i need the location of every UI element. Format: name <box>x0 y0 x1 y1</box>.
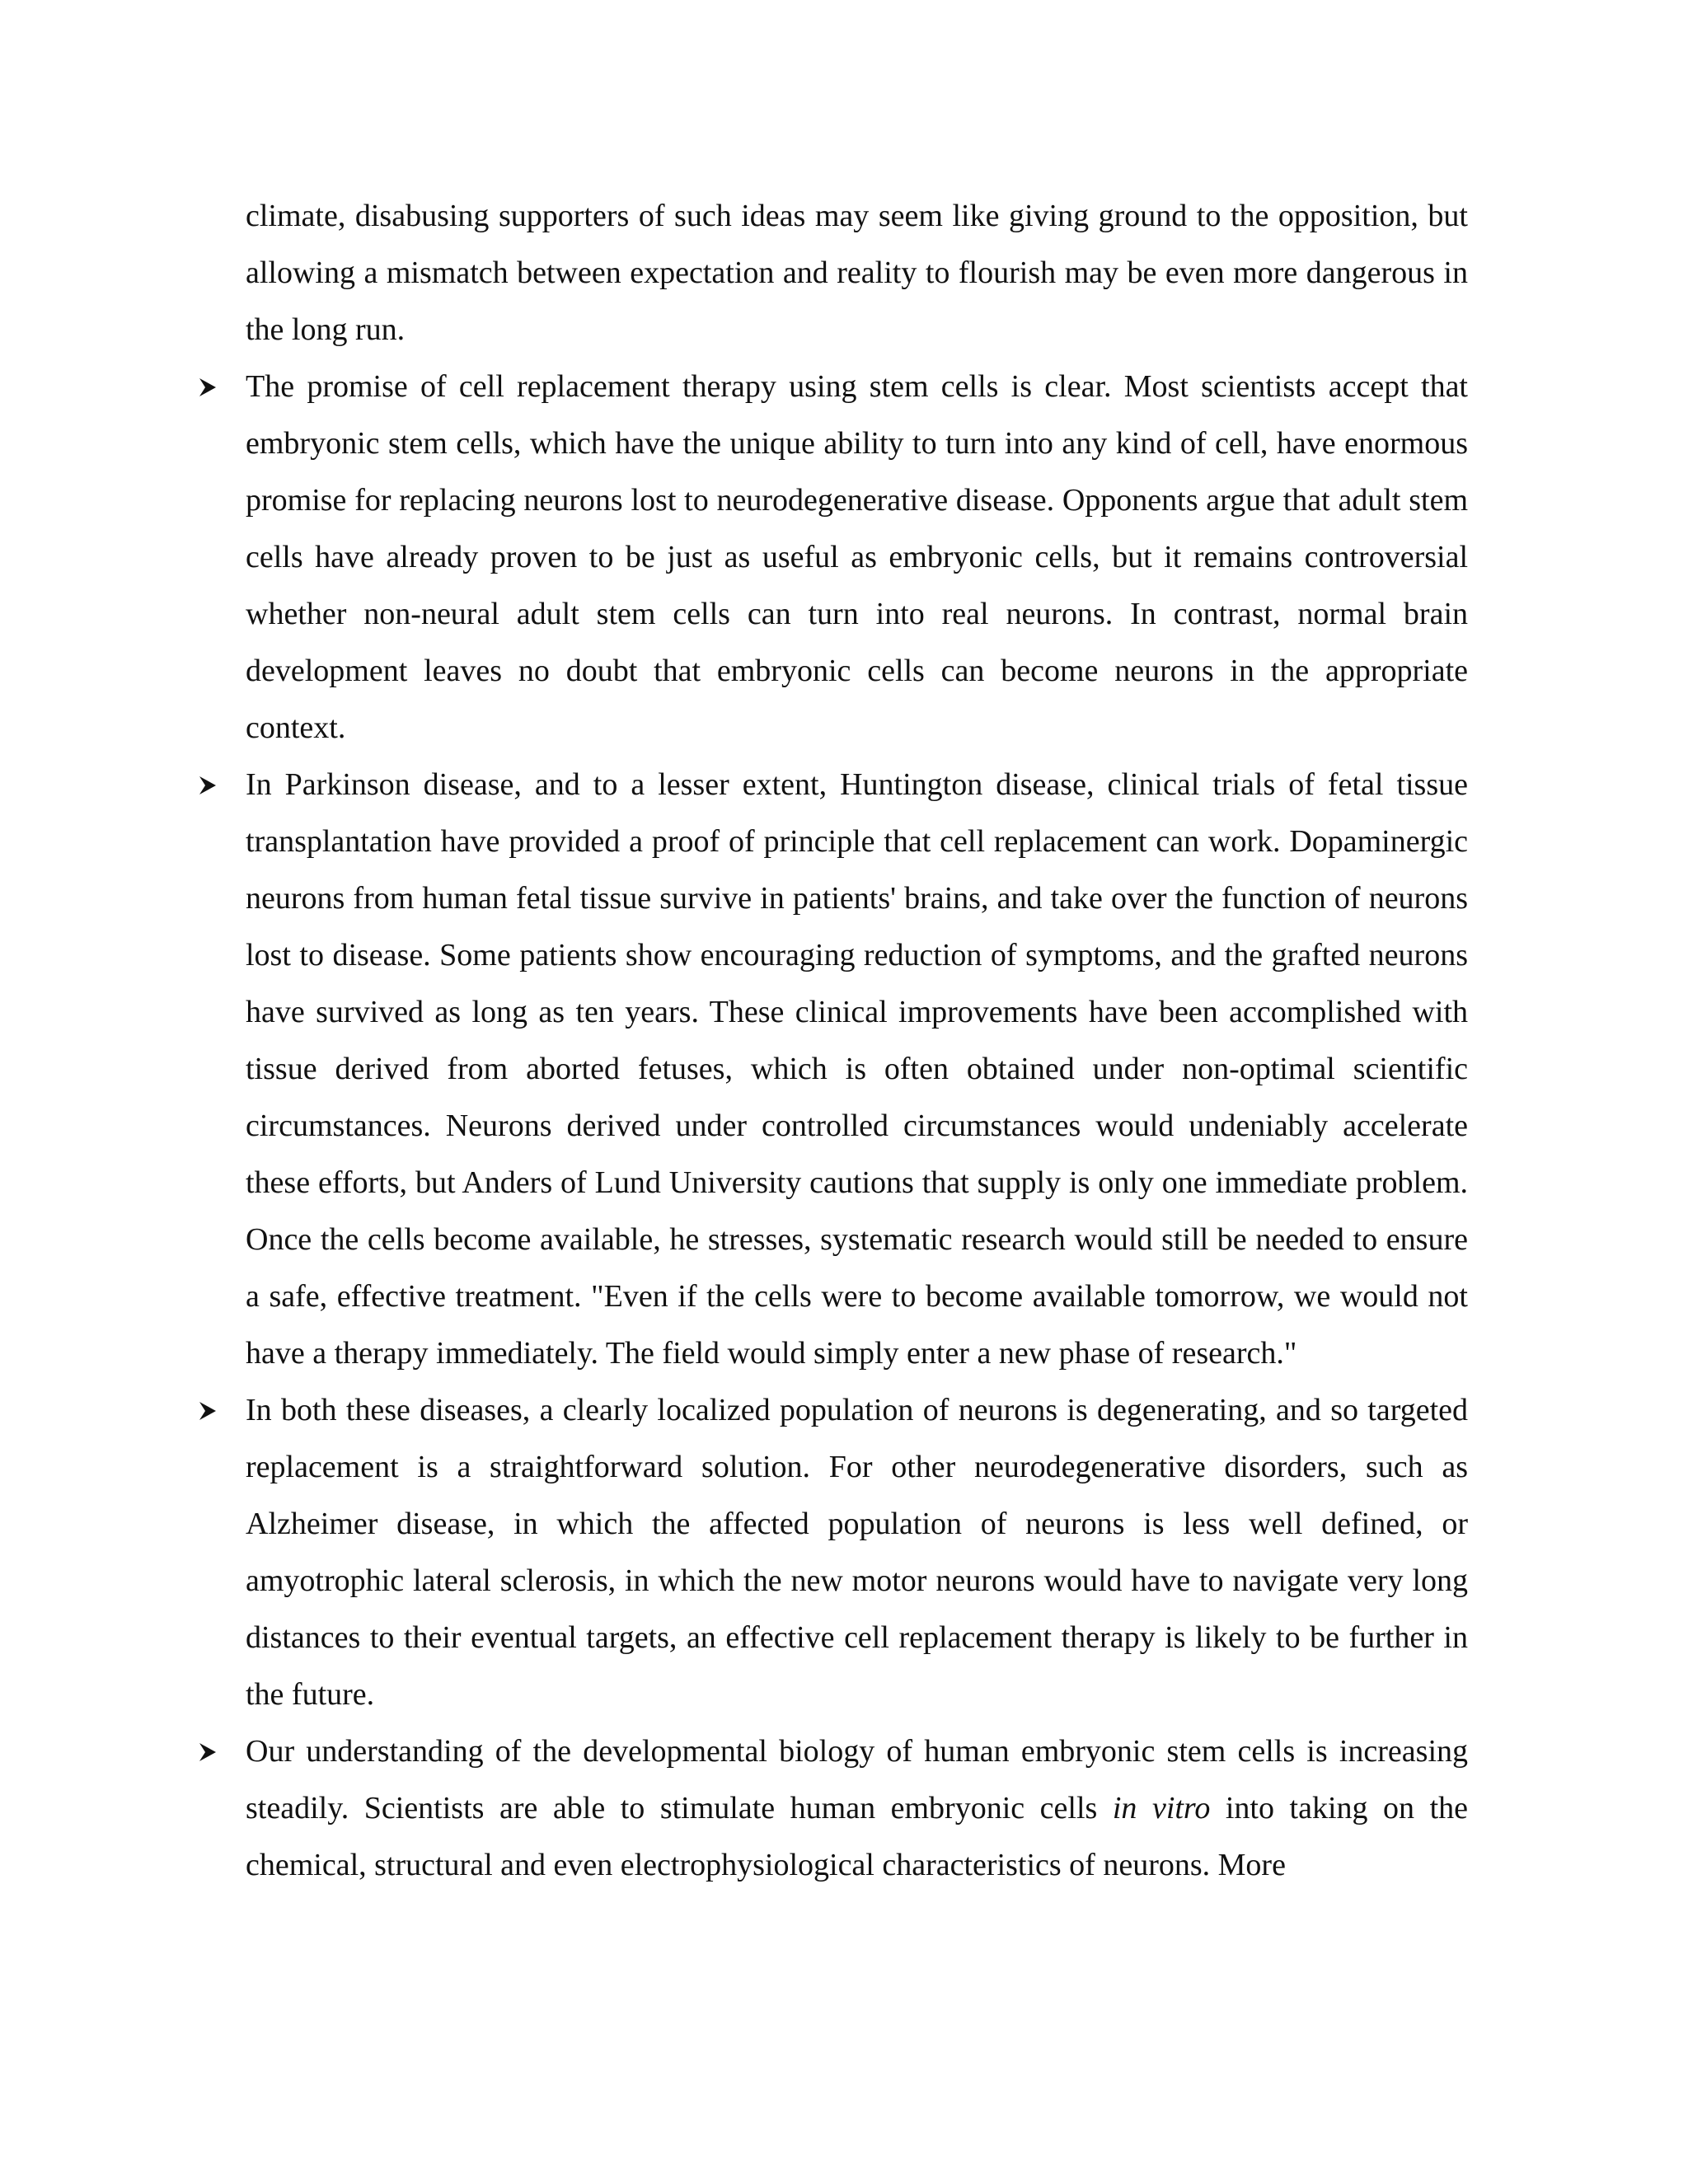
italic-term-in-vitro: in vitro <box>1112 1791 1211 1825</box>
bullet-item-other-disorders <box>246 1382 1468 1723</box>
bullet-item-stem-cell-promise <box>246 359 1468 757</box>
arrowhead-bullet-icon <box>196 1382 219 1439</box>
arrowhead-bullet-icon <box>196 1723 219 1780</box>
document-body <box>246 188 1468 1894</box>
bullet-item-parkinson-huntington <box>246 757 1468 1382</box>
paragraph-text: Our understanding of the developmental biology of human embryonic stem cells is increasing steadily. Scientists are able to stimulate human embryonic cells <box>246 1734 1468 1825</box>
paragraph-text: In Parkinson disease, and to a lesser extent, Huntington disease, clinical trials of fetal tissue transplantation have provided a proof of principle that cell replacement can work. Dopaminergic neurons from human fetal tissue survive in patients' brains, and take over the function of neurons lost to disease. Some patients show encouraging reduction of symptoms, and the grafted neurons have survived as long as ten years. These clinical improvements have been accomplished with tissue derived from aborted fetuses, which is often obtained under non-optimal scientific circumstances. Neurons derived under controlled circumstances would undeniably accelerate these efforts, but Anders of Lund University cautions that supply is only one immediate problem. Once the cells become available, he stresses, systematic research would still be needed to ensure a safe, effective treatment. "Even if the cells were to become available tomorrow, we would not have a therapy immediately. The field would simply enter a new phase of research." <box>246 767 1468 1371</box>
continuation-paragraph <box>246 188 1468 359</box>
arrowhead-bullet-icon <box>196 359 219 415</box>
paragraph-text: into taking on the chemical, structural and even electrophysiological characteristics of neurons. More <box>246 1791 1469 1882</box>
arrowhead-bullet-icon <box>196 757 219 813</box>
paragraph-text: In both these diseases, a clearly localized population of neurons is degenerating, and so targeted replacement is a straightforward solution. For other neurodegenerative disorders, such as Alzheimer disease, in which the affected population of neurons is less well defined, or amyotrophic lateral sclerosis, in which the new motor neurons would have to navigate very long distances to their eventual targets, an effective cell replacement therapy is likely to be further in the future. <box>246 1393 1468 1712</box>
paragraph-text: climate, disabusing supporters of such ideas may seem like giving ground to the opposition, but allowing a mismatch between expectation and reality to flourish may be even more dangerous in the long run. <box>246 199 1468 347</box>
paragraph-text: The promise of cell replacement therapy using stem cells is clear. Most scientists accept that embryonic stem cells, which have the unique ability to turn into any kind of cell, have enormous promise for replacing neurons lost to neurodegenerative disease. Opponents argue that adult stem cells have already proven to be just as useful as embryonic cells, but it remains controversial whether non-neural adult stem cells can turn into real neurons. In contrast, normal brain development leaves no doubt that embryonic cells can become neurons in the appropriate context. <box>246 369 1468 745</box>
bullet-item-developmental-biology <box>246 1723 1468 1894</box>
